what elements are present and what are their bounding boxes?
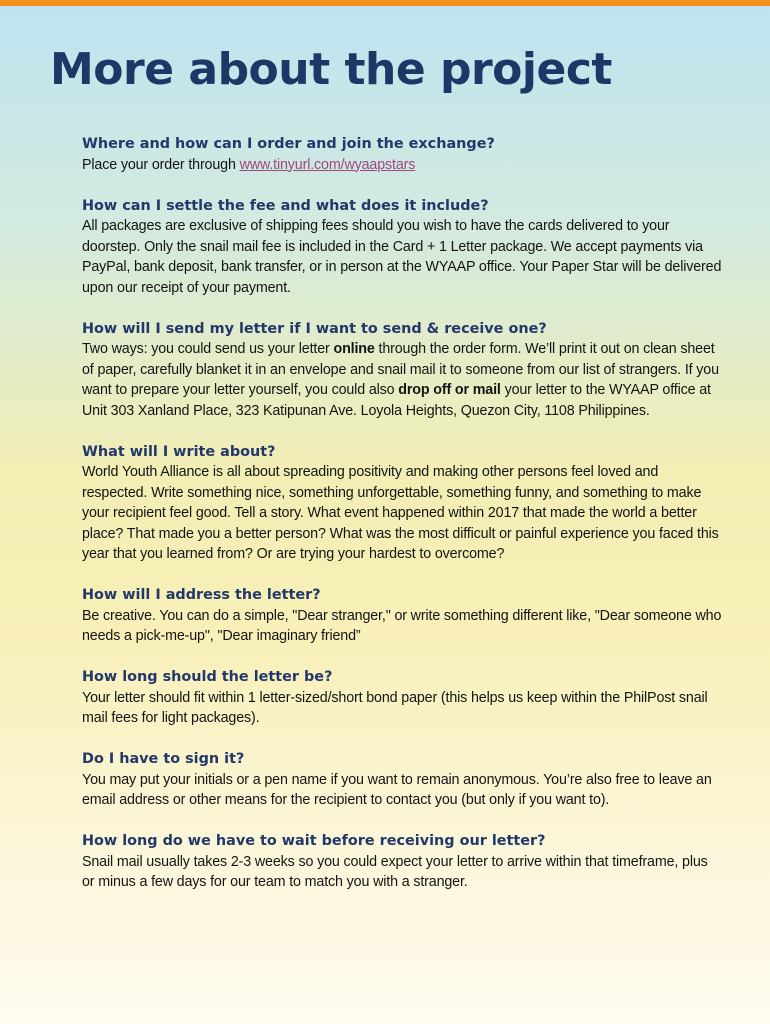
top-accent-bar [0, 0, 770, 6]
faq-list [82, 134, 722, 893]
faq-question: How can I settle the fee and what does it include? [82, 197, 489, 214]
faq-question: Where and how can I order and join the exchange? [82, 136, 495, 152]
faq-answer: World Youth Alliance is all about spreading positivity and making other persons feel loved and respected. Write something nice, something unforgettable, something funny, and something to make your recipient feel good. Tell a story. What event happened within 2017 that made the world a better place? That made you a better person? What was the most difficult or painful experience you faced this year that you learned from? Or are trying your hardest to overcome? [82, 464, 719, 562]
answer-emphasis: online [333, 341, 375, 357]
faq-item-wait [82, 831, 722, 893]
faq-question: Do I have to sign it? [82, 751, 245, 767]
answer-emphasis: drop off or mail [398, 382, 501, 398]
faq-answer [82, 339, 722, 421]
order-link[interactable]: www.tinyurl.com/wyaapstars [239, 156, 416, 173]
faq-item-order [82, 134, 722, 175]
faq-answer: You may put your initials or a pen name if you want to remain anonymous. You’re also free to leave an email address or other means for the recipient to contact you (but only if you want to). [82, 771, 712, 808]
answer-text: through the order form. We’ll print it out on clean sheet of paper, carefully blanket it in an envelope and snail mail it to someone from our list of strangers. If you want to prepare your letter yourself, you could also [82, 341, 719, 398]
faq-answer: Snail mail usually takes 2-3 weeks so you could expect your letter to arrive within that timeframe, plus or minus a few days for our team to match you with a stranger. [82, 853, 708, 890]
faq-answer: All packages are exclusive of shipping fees should you wish to have the cards delivered to your doorstep. Only the snail mail fee is included in the Card + 1 Letter package. We accept payments via PayPal, bank deposit, bank transfer, or in person at the WYAAP office. Your Paper Star will be delivered upon our receipt of your payment. [82, 218, 722, 296]
faq-item-write-about [82, 442, 722, 565]
faq-answer: Your letter should fit within 1 letter-sized/short bond paper (this helps us keep within the PhilPost snail mail fees for light packages). [82, 689, 708, 726]
faq-item-send-letter [82, 319, 722, 422]
page-title: More about the project [50, 44, 612, 95]
faq-question: How will I address the letter? [82, 587, 321, 603]
faq-question: How long should the letter be? [82, 669, 333, 685]
faq-item-fee [82, 196, 722, 299]
answer-text: your letter to the WYAAP office at Unit 303 Xanland Place, 323 Katipunan Ave. Loyola Heights, Quezon City, 1108 Philippines. [82, 382, 711, 419]
answer-text: Two ways: you could send us your letter [82, 341, 334, 357]
faq-question: How will I send my letter if I want to send & receive one? [82, 320, 547, 337]
faq-answer [82, 155, 722, 176]
faq-question: How long do we have to wait before receiving our letter? [82, 833, 546, 849]
faq-item-sign [82, 749, 722, 811]
faq-item-address [82, 585, 722, 647]
faq-item-length [82, 667, 722, 729]
faq-question: What will I write about? [82, 443, 276, 460]
answer-text: Place your order through [82, 156, 240, 173]
faq-answer: Be creative. You can do a simple, "Dear stranger," or write something different like, "Dear someone who needs a pick-me-up", "Dear imaginary friend” [82, 607, 722, 644]
